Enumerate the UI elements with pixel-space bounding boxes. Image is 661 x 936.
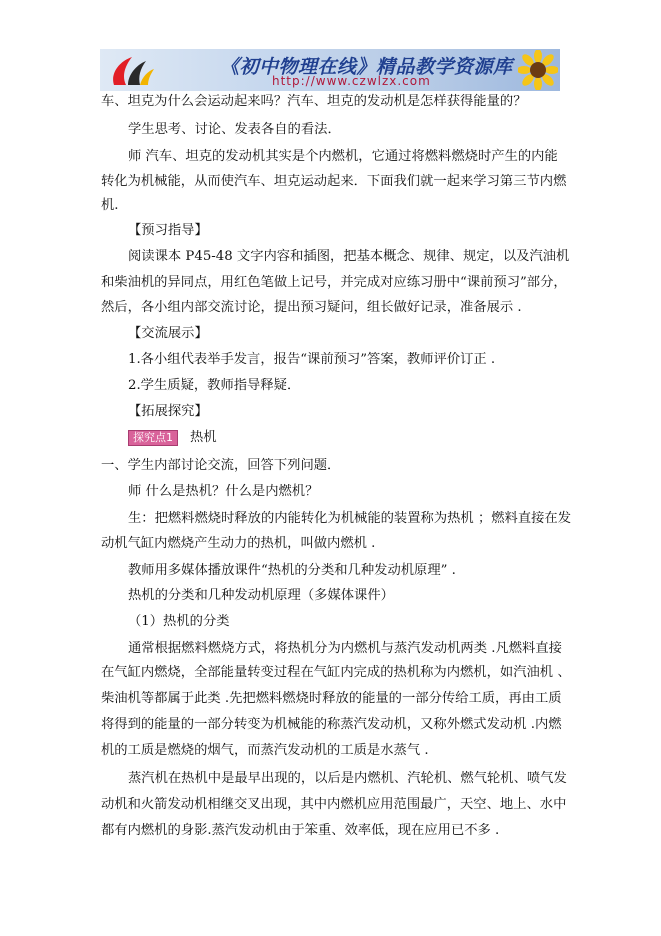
topic-line xyxy=(128,429,217,447)
paragraph-line: 柴油机等都属于此类 .先把燃料燃烧时释放的能量的一部分传给工质，再由工质 xyxy=(101,691,562,706)
paragraph-line: 1.各小组代表举手发言，报告“课前预习”答案，教师评价订正 . xyxy=(128,352,496,367)
paragraph-line: 蒸汽机在热机中是最早出现的，以后是内燃机、汽轮机、燃气轮机、喷气发 xyxy=(128,771,567,786)
header-banner xyxy=(100,49,560,91)
paragraph-line: 在气缸内燃烧，全部能量转变过程在气缸内完成的热机称为内燃机，如汽油机 、 xyxy=(101,665,571,680)
paragraph-line: 通常根据燃料燃烧方式，将热机分为内燃机与蒸汽发动机两类 .凡燃料直接 xyxy=(128,641,562,656)
paragraph-line: 将得到的能量的一部分转变为机械能的称蒸汽发动机，又称外燃式发动机 .内燃 xyxy=(101,717,562,732)
paragraph-line: 都有内燃机的身影.蒸汽发动机由于笨重、效率低，现在应用已不多 . xyxy=(101,823,500,838)
section-heading: 【交流展示】 xyxy=(128,326,208,341)
paragraph-line: 学生思考、讨论、发表各自的看法． xyxy=(128,122,341,137)
paragraph-line: 热机的分类和几种发动机原理（多媒体课件） xyxy=(128,588,394,603)
paragraph-line: 师 什么是热机？什么是内燃机？ xyxy=(128,484,319,499)
sunflower-icon xyxy=(518,50,558,90)
paragraph-line: 动机和火箭发动机相继交叉出现，其中内燃机应用范围最广，天空、地上、水中 xyxy=(101,797,567,812)
paragraph-line: 师 汽车、坦克的发动机其实是个内燃机，它通过将燃料燃烧时产生的内能 xyxy=(128,149,558,164)
subsection-heading: （1）热机的分类 xyxy=(128,614,230,629)
topic-title: 热机 xyxy=(190,430,217,445)
section-heading: 【拓展探究】 xyxy=(128,404,208,419)
banner-url[interactable]: http://www.czwlzx.com xyxy=(272,74,431,88)
paragraph-line: 生：把燃料燃烧时释放的内能转化为机械能的装置称为热机 ；燃料直接在发 xyxy=(128,511,572,526)
paragraph-line: 然后，各小组内部交流讨论，提出预习疑问，组长做好记录，准备展示 . xyxy=(101,300,522,315)
banner-title: 《初中物理在线》精品教学资源库 xyxy=(220,56,513,78)
paragraph-line: 车、坦克为什么会运动起来吗？汽车、坦克的发动机是怎样获得能量的？ xyxy=(101,94,527,109)
logo-icon xyxy=(106,55,156,87)
paragraph-line: 动机气缸内燃烧产生动力的热机，叫做内燃机 . xyxy=(101,536,376,551)
paragraph-line: 机. xyxy=(101,198,119,213)
paragraph-line: 机的工质是燃烧的烟气，而蒸汽发动机的工质是水蒸气 . xyxy=(101,743,429,758)
section-heading: 【预习指导】 xyxy=(128,223,208,238)
paragraph-line: 一、学生内部讨论交流，回答下列问题． xyxy=(101,458,341,473)
paragraph-line: 和柴油机的异同点，用红色笔做上记号，并完成对应练习册中“课前预习”部分， xyxy=(101,275,567,290)
paragraph-line: 教师用多媒体播放课件“热机的分类和几种发动机原理” . xyxy=(128,563,456,578)
paragraph-line: 阅读课本 P45-48 文字内容和插图，把基本概念、规律、规定，以及汽油机 xyxy=(128,249,570,264)
paragraph-line: 转化为机械能，从而使汽车、坦克运动起来．下面我们就一起来学习第三节内燃 xyxy=(101,174,567,189)
paragraph-line: 2.学生质疑，教师指导释疑． xyxy=(128,378,301,393)
explore-badge: 探究点1 xyxy=(128,430,178,446)
